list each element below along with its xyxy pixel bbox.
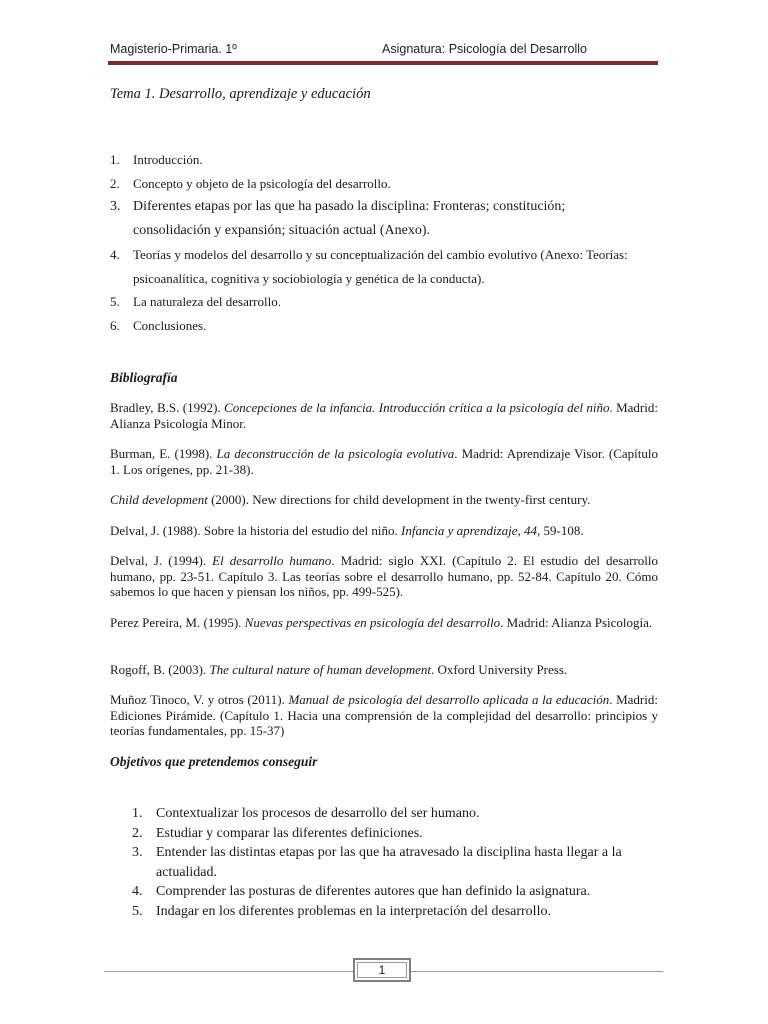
bib-entry-publisher: . Madrid: Aprendizaje Visor. (Capítulo 1. Los orígenes, pp. 21-38). — [110, 446, 659, 477]
bibliography-entry — [110, 400, 658, 431]
objective-number: 3. — [132, 845, 143, 860]
bib-entry-author: Delval, J. (1988). Sobre la historia del estudio del niño. — [110, 523, 402, 538]
bibliography-entry — [110, 446, 658, 477]
footer-rule-left — [104, 971, 353, 972]
page-number: 1 — [378, 963, 386, 977]
objective-text: Entender las distintas etapas por las que ha atravesado la disciplina hasta llegar a la actualidad. — [156, 845, 622, 880]
objective-item — [132, 824, 658, 844]
objectives-heading: Objetivos que pretendemos conseguir — [110, 754, 318, 769]
objectives-list — [132, 804, 658, 921]
objective-text: Indagar en los diferentes problemas en la interpretación del desarrollo. — [156, 903, 551, 919]
footer-rule-right — [411, 971, 663, 972]
objective-text: Contextualizar los procesos de desarrollo del ser humano. — [156, 806, 480, 821]
contents-item-text: Conclusiones. — [133, 317, 207, 333]
bib-entry-author: Rogoff, B. (2003). — [110, 662, 210, 677]
bibliography-entry — [110, 615, 658, 631]
contents-item-number: 2. — [110, 175, 120, 191]
header-rule — [108, 61, 658, 65]
bib-entry-title: Manual de psicología del desarrollo aplicada a la educación — [288, 692, 610, 707]
bib-entry-publisher: . Madrid: Alianza Psicología. — [500, 615, 653, 630]
objective-item — [132, 902, 658, 922]
header-subject: Asignatura: Psicología del Desarrollo — [382, 42, 587, 56]
bibliography-heading: Bibliografía — [110, 370, 178, 385]
objective-text: Comprender las posturas de diferentes autores que han definido la asignatura. — [156, 884, 591, 899]
bib-entry-title: La deconstrucción de la psicología evolutiva — [216, 446, 455, 461]
contents-item-text: Introducción. — [133, 152, 203, 167]
contents-item-number: 1. — [110, 152, 120, 167]
bibliography-entry — [110, 662, 658, 678]
bib-entry-title: Nuevas perspectivas en psicología del desarrollo — [244, 615, 501, 630]
objective-number: 4. — [132, 884, 143, 899]
bib-entry-author: Muñoz Tinoco, V. y otros (2011). — [110, 692, 289, 707]
contents-item-number: 4. — [110, 247, 120, 262]
bib-entry-author: Bradley, B.S. (1992). — [110, 400, 225, 415]
bib-entry-publisher: . Madrid: Alianza Psicología Minor. — [110, 400, 658, 431]
bib-entry-title: Infancia y aprendizaje, 44 — [401, 523, 538, 538]
bibliography-entry — [110, 553, 658, 600]
contents-item-number: 5. — [110, 294, 120, 309]
bib-entry-publisher: (2000). New directions for child development in the twenty-first century. — [207, 492, 591, 507]
objective-item — [132, 882, 658, 902]
contents-item-text: La naturaleza del desarrollo. — [133, 294, 281, 309]
contents-item-number: 3. — [110, 199, 121, 214]
contents-item — [110, 195, 630, 243]
topic-title: Tema 1. Desarrollo, aprendizaje y educación — [110, 86, 371, 102]
objective-item — [132, 843, 658, 882]
contents-item — [110, 243, 630, 290]
contents-item — [110, 148, 630, 172]
bib-entry-publisher: . Madrid: siglo XXI. (Capítulo 2. El estudio del desarrollo humano, pp. 23-51. Capítulo 3. Las teorías sobre el desarrollo humano, pp. 52-84. Capítulo 20. Cómo sabemos lo que hacen y piensan los niños, pp. 499-525). — [110, 553, 658, 599]
bib-entry-title: Concepciones de la infancia. Introducción crítica a la psicología del niño — [224, 400, 610, 415]
page-number-frame — [357, 962, 407, 978]
contents-list — [110, 148, 630, 337]
bib-entry-title: The cultural nature of human development — [209, 662, 432, 677]
contents-item-text: Concepto y objeto de la psicología del desarrollo. — [133, 175, 391, 191]
bib-entry-title: Child development — [110, 492, 208, 507]
bibliography-entry — [110, 523, 658, 539]
bib-entry-author: Perez Pereira, M. (1995). — [110, 615, 245, 630]
bib-entry-publisher: . Madrid: Ediciones Pirámide. (Capítulo 1. Hacia una comprensión de la complejidad del desarrollo: principios y teorías fundamentales, pp. 15-37) — [110, 692, 658, 738]
objective-item — [132, 804, 658, 824]
page-number-box — [353, 958, 411, 982]
bib-entry-publisher: , 59-108. — [537, 523, 584, 538]
bibliography-entry — [110, 692, 658, 739]
objective-number: 1. — [132, 806, 143, 821]
bib-entry-author: Delval, J. (1994). — [110, 553, 213, 568]
header-course: Magisterio-Primaria. 1º — [110, 42, 237, 56]
bib-entry-author: Burman, E. (1998). — [110, 446, 217, 461]
contents-item-text: Diferentes etapas por las que ha pasado la disciplina: Fronteras; constitución; consolidación y expansión; situación actual (Anexo). — [133, 199, 566, 238]
contents-item-text: Teorías y modelos del desarrollo y su conceptualización del cambio evolutivo (Anexo: Teorías: psicoanalítica, cognitiva y sociobiología y genética de la conducta). — [133, 247, 628, 286]
contents-item — [110, 172, 630, 196]
objective-text: Estudiar y comparar las diferentes definiciones. — [156, 825, 423, 841]
contents-item — [110, 314, 630, 338]
objective-number: 2. — [132, 825, 143, 841]
contents-item-number: 6. — [110, 317, 120, 333]
bib-entry-title: El desarrollo humano — [212, 553, 332, 568]
contents-item — [110, 290, 630, 314]
bib-entry-publisher: . Oxford University Press. — [431, 662, 568, 677]
bibliography-entry — [110, 492, 658, 508]
objective-number: 5. — [132, 903, 143, 919]
